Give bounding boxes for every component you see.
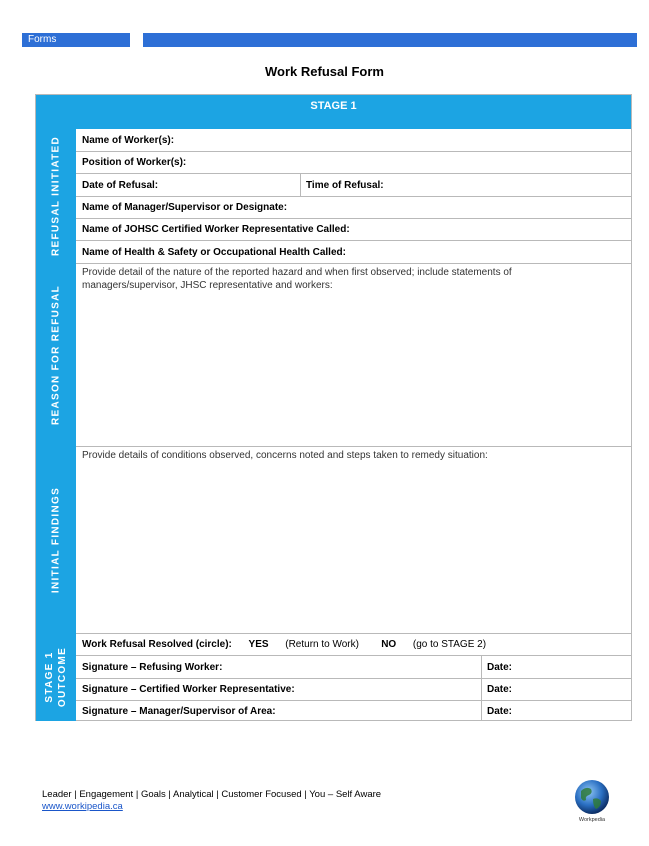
page-title: Work Refusal Form — [265, 64, 384, 79]
footer-tagline: Leader | Engagement | Goals | Analytical | Customer Focused | You – Self Aware — [42, 789, 382, 800]
reason-textarea[interactable] — [76, 263, 631, 446]
outcome-label-line1: STAGE 1 — [44, 651, 55, 703]
sig-certified-label[interactable]: Signature – Certified Worker Representative: — [82, 684, 295, 695]
field-label-date-of-refusal[interactable]: Date of Refusal: — [82, 179, 159, 191]
stage-header: STAGE 1 — [36, 95, 631, 129]
resolved-line — [76, 634, 631, 655]
section-reason-for-refusal — [36, 263, 76, 446]
logo-text: Workpedia — [578, 817, 606, 823]
option-yes-note: (Return to Work) — [285, 639, 359, 650]
date-refusing-label[interactable]: Date: — [487, 661, 513, 673]
sig-manager-label[interactable]: Signature – Manager/Supervisor of Area: — [82, 705, 276, 717]
forms-tab — [22, 33, 130, 47]
field-label-johsc: Name of JOHSC Certified Worker Representative Called: — [82, 224, 350, 235]
forms-tab-label: Forms — [28, 34, 57, 45]
field-row-sig-manager — [76, 700, 631, 721]
section-label-reason: REASON FOR REFUSAL — [50, 284, 62, 425]
field-row-sig-refusing — [76, 655, 631, 678]
header-bar — [143, 33, 637, 47]
field-label-name-of-workers: Name of Worker(s): — [82, 134, 175, 146]
reason-prompt: Provide detail of the nature of the reported hazard and when first observed; include statements of managers/supervisor, JHSC representative and workers: — [82, 267, 512, 291]
field-label-health-safety: Name of Health & Safety or Occupational Health Called: — [82, 246, 346, 258]
findings-textarea[interactable] — [76, 446, 631, 633]
field-label-manager: Name of Manager/Supervisor or Designate: — [82, 202, 288, 213]
field-row-health-safety[interactable] — [76, 240, 631, 263]
option-yes[interactable]: YES — [248, 639, 269, 650]
option-no-note: (go to STAGE 2) — [412, 639, 487, 650]
field-row-johsc[interactable] — [76, 218, 631, 240]
sig-refusing-label[interactable]: Signature – Refusing Worker: — [82, 661, 223, 673]
section-label-refusal-initiated: REFUSAL INITIATED — [50, 135, 62, 257]
section-label-outcome — [43, 647, 69, 707]
field-row-sig-certified — [76, 678, 631, 700]
section-refusal-initiated — [36, 129, 76, 263]
field-row-date-time — [76, 173, 631, 196]
field-row-name-of-workers[interactable] — [76, 129, 631, 151]
field-label-time-of-refusal[interactable]: Time of Refusal: — [306, 179, 384, 191]
outcome-label-line2: OUTCOME — [57, 646, 68, 708]
section-label-findings: INITIAL FINDINGS — [50, 486, 62, 593]
field-row-manager[interactable] — [76, 196, 631, 218]
date-manager-label[interactable]: Date: — [487, 705, 513, 717]
option-no[interactable]: NO — [381, 639, 397, 650]
footer-link[interactable]: www.workipedia.ca — [42, 801, 123, 812]
date-certified-label[interactable]: Date: — [487, 684, 513, 695]
work-refusal-form — [35, 94, 632, 721]
workpedia-logo-icon — [571, 779, 613, 825]
section-stage1-outcome — [36, 633, 76, 721]
field-row-position-of-workers[interactable] — [76, 151, 631, 173]
findings-prompt: Provide details of conditions observed, concerns noted and steps taken to remedy situation: — [82, 450, 488, 461]
field-label-position-of-workers: Position of Worker(s): — [82, 157, 187, 168]
resolved-label: Work Refusal Resolved (circle): — [82, 639, 232, 650]
section-initial-findings — [36, 446, 76, 633]
field-row-resolved — [76, 633, 631, 655]
